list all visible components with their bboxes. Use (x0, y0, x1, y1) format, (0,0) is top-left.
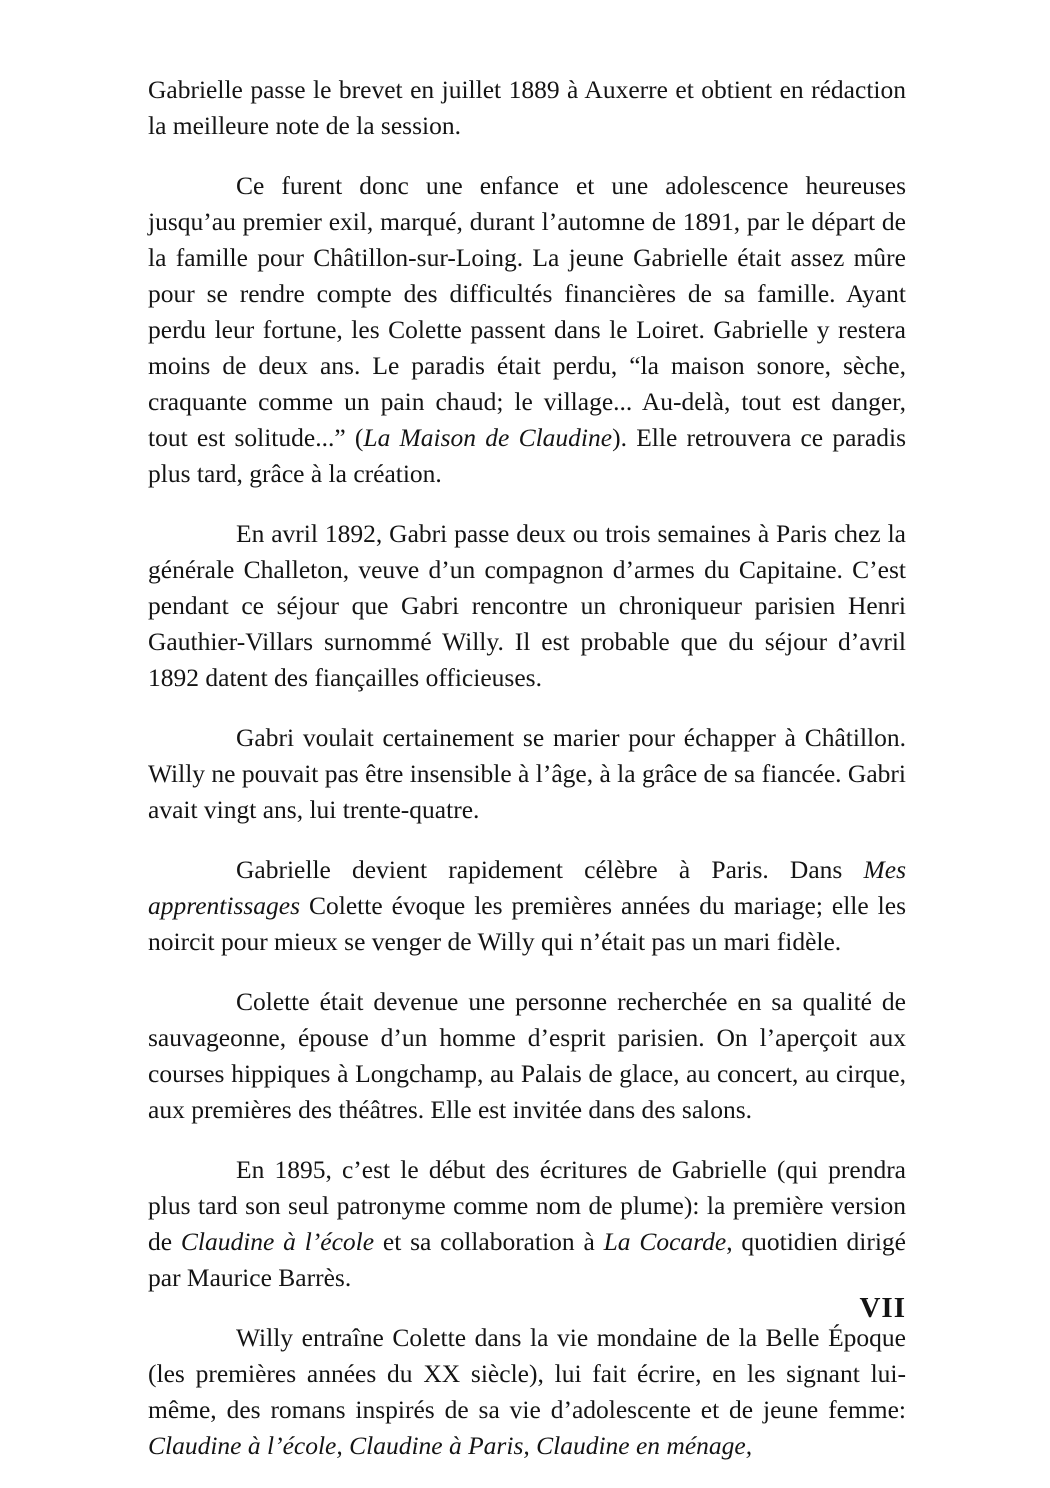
paragraph-6 (148, 984, 906, 1128)
paragraph-8-run-1: Willy entraîne Colette dans la vie mondaine de la Belle Époque (les premières années du XX siècle), lui fait écrire, en les signant lui-même, des romans inspirés de sa vie d’adolescente et de jeune femme: (148, 1323, 906, 1424)
newspaper-title-la-cocarde: La Cocarde (603, 1227, 727, 1256)
book-title-mes-apprentissages: Mes apprentissages (148, 855, 906, 920)
paragraph-5-run-1: Gabrielle devient rapidement célèbre à Paris. Dans (236, 855, 864, 884)
paragraph-4-run-1: Gabri voulait certainement se marier pour échapper à Châtillon. Willy ne pouvait pas être insensible à l’âge, à la grâce de sa fiancée. Gabri avait vingt ans, lui trente-quatre. (148, 723, 906, 824)
paragraph-7-run-3: et sa collaboration à (374, 1227, 604, 1256)
paragraph-4 (148, 720, 906, 828)
book-titles-claudine-series: Claudine à l’école, Claudine à Paris, Claudine en ménage, (148, 1431, 753, 1460)
paragraph-1 (148, 72, 906, 144)
page-text (148, 72, 906, 1488)
paragraph-5 (148, 852, 906, 960)
book-title-la-maison-de-claudine: La Maison de Claudine (363, 423, 613, 452)
paragraph-7-run-5: , quotidien dirigé par Maurice Barrès. (148, 1227, 906, 1292)
paragraph-2-run-3: ). Elle retrouvera ce paradis plus tard, grâce à la création. (148, 423, 906, 488)
paragraph-2-run-1: Ce furent donc une enfance et une adolescence heureuses jusqu’au premier exil, marqué, durant l’automne de 1891, par le départ de la famille pour Châtillon-sur-Loing. La jeune Gabrielle était assez mûre pour se rendre compte des difficultés financières de sa famille. Ayant perdu leur fortune, les Colette passent dans le Loiret. Gabrielle y restera moins de deux ans. Le paradis était perdu, “la maison sonore, sèche, craquante comme un pain chaud; le village... Au-delà, tout est danger, tout est solitude...” ( (148, 171, 906, 452)
paragraph-6-run-1: Colette était devenue une personne recherchée en sa qualité de sauvageonne, épouse d’un homme d’esprit parisien. On l’aperçoit aux courses hippiques à Longchamp, au Palais de glace, au concert, au cirque, aux premières des théâtres. Elle est invitée dans des salons. (148, 987, 906, 1124)
paragraph-7 (148, 1152, 906, 1296)
page-number: VII (859, 1292, 906, 1324)
paragraph-1-run-1: Gabrielle passe le brevet en juillet 1889 à Auxerre et obtient en rédaction la meilleure note de la session. (148, 75, 906, 140)
paragraph-8 (148, 1320, 906, 1464)
book-title-claudine-a-l-ecole: Claudine à l’école (180, 1227, 375, 1256)
paragraph-2 (148, 168, 906, 492)
paragraph-3-run-1: En avril 1892, Gabri passe deux ou trois semaines à Paris chez la générale Challeton, veuve d’un compagnon d’armes du Capitaine. C’est pendant ce séjour que Gabri rencontre un chroniqueur parisien Henri Gauthier-Villars surnommé Willy. Il est probable que du séjour d’avril 1892 datent des fiançailles officieuses. (148, 519, 906, 692)
paragraph-3 (148, 516, 906, 696)
paragraph-7-run-1: En 1895, c’est le début des écritures de Gabrielle (qui prendra plus tard son seul patronyme comme nom de plume): la première version de (148, 1155, 906, 1256)
paragraph-5-run-3: Colette évoque les premières années du mariage; elle les noircit pour mieux se venger de Willy qui n’était pas un mari fidèle. (148, 891, 906, 956)
